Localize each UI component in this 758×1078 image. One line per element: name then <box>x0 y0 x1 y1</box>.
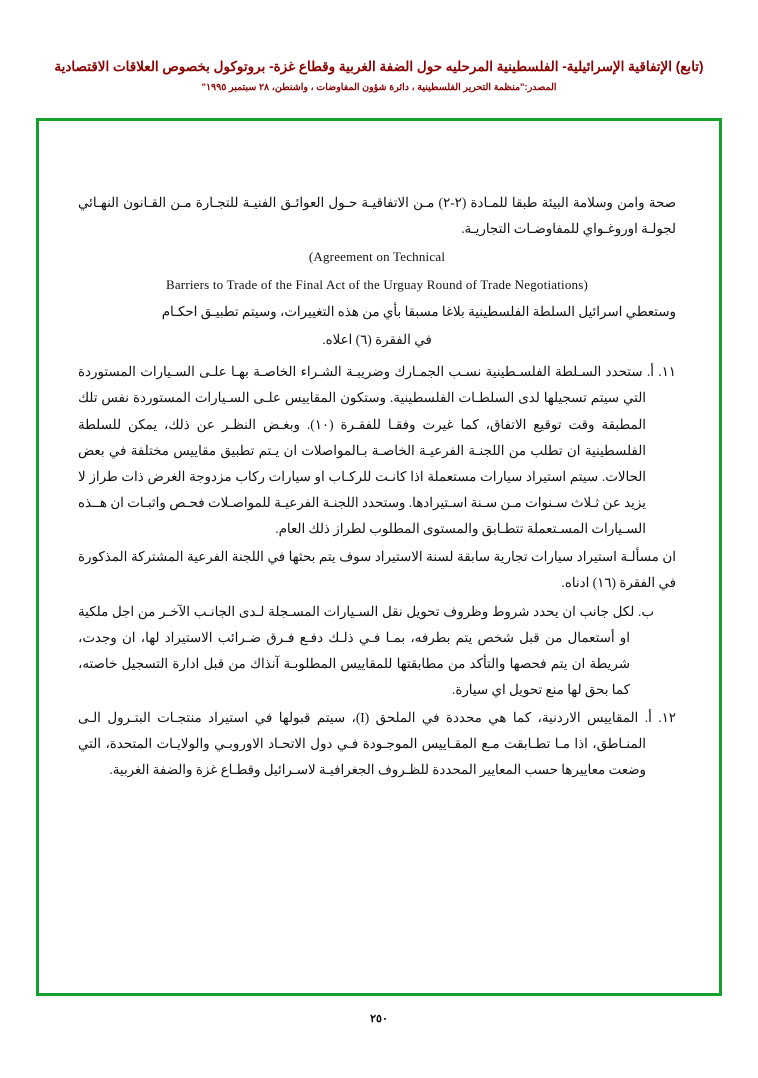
paragraph-article-12-a: ١٢. أ. المقاييس الاردنية، كما هي محددة في الملحق (I)، سيتم قبولها في استيراد منتجـات البتـرول الـى المنـاطق، اذا مـا تطـابقت مـع المقـاييس الموجـودة فـي دول الاتحـاد الاوروبـي والولايـات المتحدة، التي وضعت معاييرها حسب المعايير المحددة للظـروف الجغرافيـة لاسـرائيل وقطـاع غزة والضفة الغربية. <box>78 710 676 778</box>
paragraph-article-11-note: ان مسألـة استيراد سيارات تجارية سابقة لسنة الاستيراد سوف يتم بحثها في اللجنة الفرعية المشتركة المذكورة في الفقرة (١٦) ادناه. <box>78 549 676 591</box>
paragraph-latin-1: (Agreement on Technical <box>308 249 446 265</box>
header-title: (تابع) الإتفاقية الإسرائيلية- الفلسطينية المرحليه حول الضفة الغربية وقطاع غزة- بروتوكول بخصوص العلاقات الاقتصادية <box>54 59 704 74</box>
header-source: المصدر:"منظمة التحرير الفلسطينية ، دائرة شؤون المفاوضات ، واشنطن، ٢٨ سبتمبر ١٩٩٥" <box>201 81 557 93</box>
document-body <box>78 190 676 786</box>
paragraph-article-11-a: ١١. أ. ستحدد السـلطة الفلسـطينية نسـب الجمـارك وضريبـة الشـراء الخاصـة بهـا علـى السـيارات المستوردة التي سيتم تسجيلها لدى السلطـات الفلسطينية. وستكون المقاييس علـى السـيارات المستوردة نفس تلك المطبقة وقت توقيع الاتفاق، كما غيرت وفقـا للفقـرة (١٠). وبغـض النظـر عن ذلك، يمكن للسلطة الفلسطينية ان تطلب من اللجنـة الفرعيـة الخاصـة بـالمواصلات ان يـتم تطبيق مقاييس مختلفة في بعض الحالات. سيتم استيراد سيارات مستعملة اذا كانـت للركـاب او سيارات ركاب مزدوجة الغرض ذات طراز لا يزيد عن ثـلاث سـنوات مـن سـنة اسـتيرادها. وستحدد اللجنـة الفرعيـة للمواصـلات فحـص واثبـات ان هــذه السـيارات المسـتعملة تتطـابق والمستوى المطلوب لطراز ذلك العام. <box>78 364 676 537</box>
paragraph-article-11-b: ب. لكل جانب ان يحدد شروط وظروف تحويل نقل السـيارات المسـجلة لـدى الجانـب الآخـر من اجل ملكية او أستعمال من قبل شخص يتم بطرفه، بمـا فـي ذلـك دفـع فـرق ضـرائب الاستيراد لها، ان وجدت، شريطة ان يتم فحصها والتأكد من مطابقتها للمقاييس المطلوبـة آنذاك من قبل ادارة التسجيل خاصته، كما بحق لها منع تحويل اي سيارة. <box>78 603 654 697</box>
paragraph-latin-2: Barriers to Trade of the Final Act of the Urguay Round of Trade Negotiations) <box>165 276 589 292</box>
document-header <box>0 58 758 94</box>
paragraph-intro-1: صحة وامن وسلامة البيئة طبقا للمـادة (٢-٢) مـن الاتفاقيـة حـول العوائـق الفنيـة للتجـارة مـن القـانون النهـائي لجولـة اوروغـواي للمفاوضـات التجاريـة. <box>78 195 676 237</box>
paragraph-intro-3: في الفقرة (٦) اعلاه. <box>322 332 432 348</box>
paragraph-intro-2: وستعطي اسرائيل السلطة الفلسطينية بلاغا مسبقا بأي من هذه التغييرات، وسيتم تطبيـق احكـام <box>161 303 676 319</box>
page-number: ٢٥٠ <box>370 1013 388 1025</box>
